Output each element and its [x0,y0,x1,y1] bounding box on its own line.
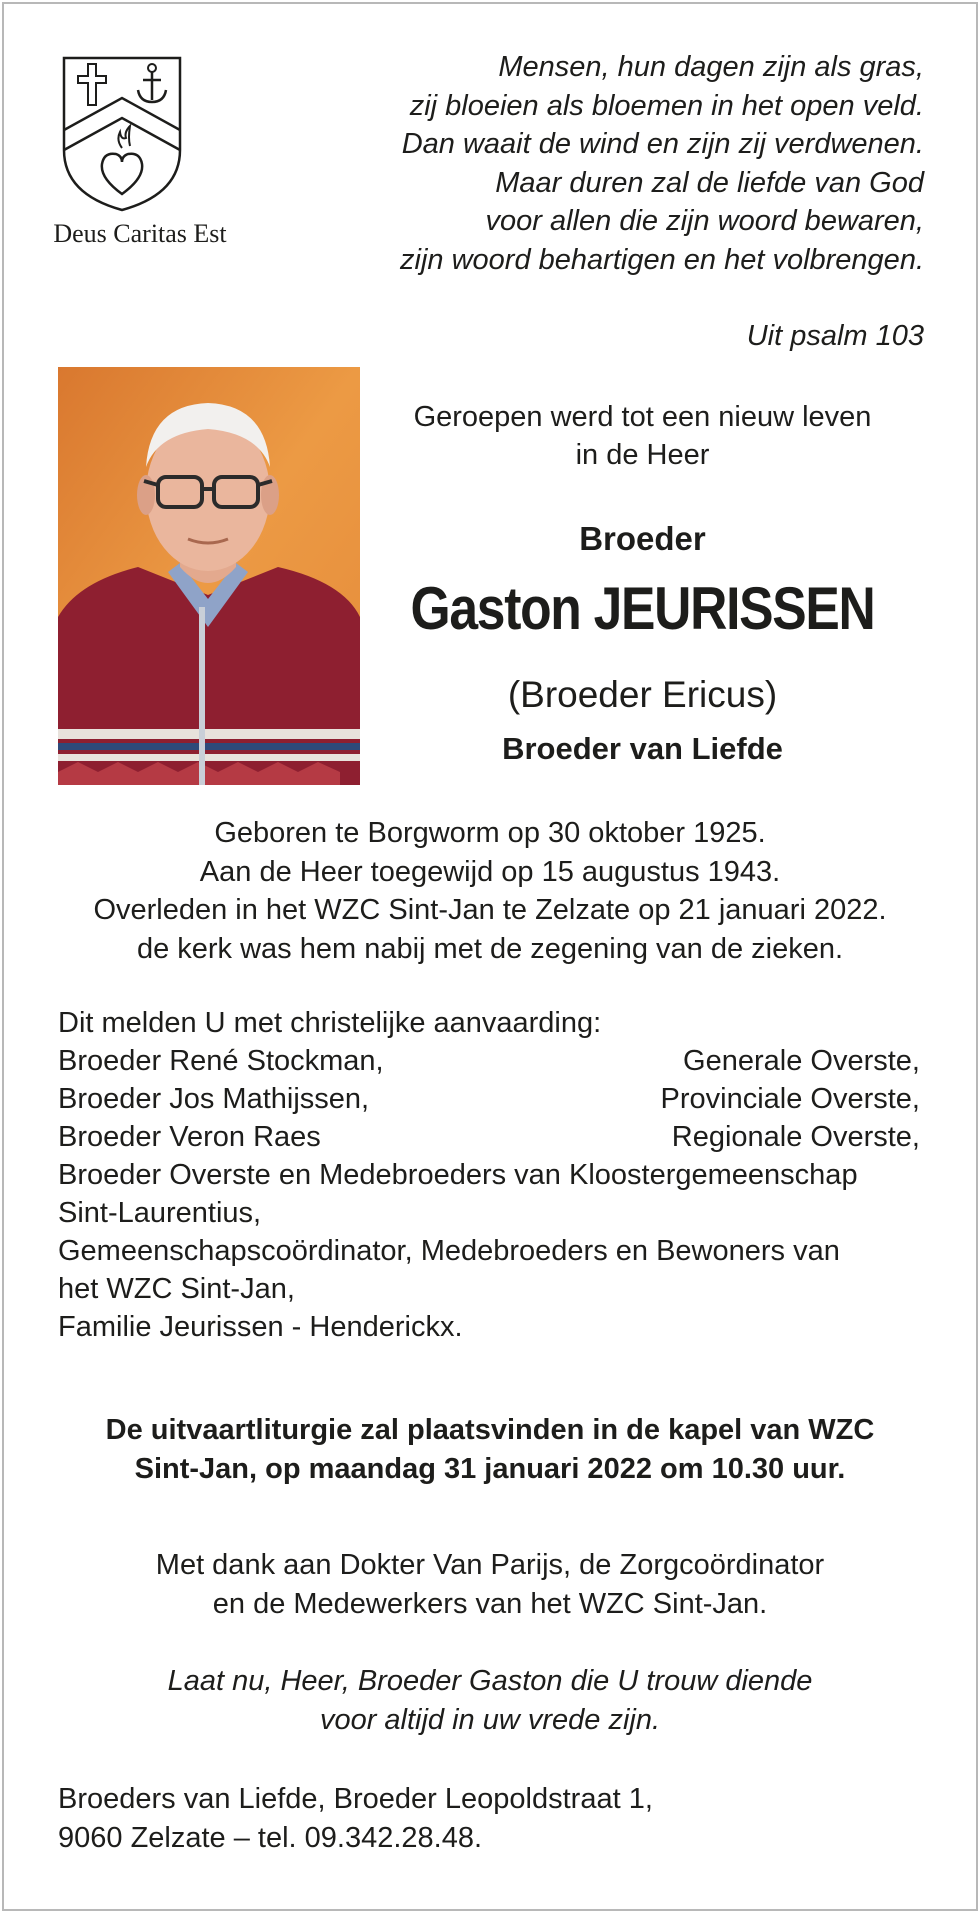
mourner-row [58,1118,920,1156]
poem-line: Dan waait de wind en zijn zij verdwenen. [401,128,924,160]
deceased-order: Broeder van Liefde [502,731,783,766]
mourner-role: Generale Overste, [683,1045,920,1077]
mourner-name: Broeder René Stockman, [58,1045,384,1077]
called-line: Geroepen werd tot een nieuw leven [413,401,872,433]
address-line: 9060 Zelzate – tel. 09.342.28.48. [58,1822,483,1854]
deceased-title: Broeder [579,520,706,557]
address-line: Broeders van Liefde, Broeder Leopoldstraat 1, [58,1783,653,1815]
mourner-role: Provinciale Overste, [660,1083,920,1115]
coat-of-arms-icon [60,54,184,214]
thanks-notice [40,1546,940,1624]
funeral-line: Sint-Jan, op maandag 31 januari 2022 om 10.30 uur. [134,1453,846,1485]
life-line: Geboren te Borgworm op 30 oktober 1925. [214,817,766,849]
poem-line: voor allen die zijn woord bewaren, [485,205,924,237]
prayer-line: Laat nu, Heer, Broeder Gaston die U trouw diende [167,1665,813,1697]
closing-prayer [40,1662,940,1740]
poem-line: Mensen, hun dagen zijn als gras, [498,51,924,83]
life-line: Aan de Heer toegewijd op 15 augustus 1943. [199,855,781,888]
thanks-line: Met dank aan Dokter Van Parijs, de Zorgcoördinator [155,1549,825,1581]
called-notice [370,398,915,474]
mourner-line: Gemeenschapscoördinator, Medebroeders en Bewoners van [58,1235,840,1267]
mourner-line: Familie Jeurissen - Henderickx. [58,1311,463,1343]
mourner-name: Broeder Veron Raes [58,1121,321,1153]
contact-address [58,1780,918,1858]
funeral-notice [40,1411,940,1489]
crest-motto: Deus Caritas Est [53,219,227,248]
called-line: in de Heer [575,439,710,471]
mourner-row [58,1042,920,1080]
portrait-photo [58,367,360,785]
thanks-line: en de Medewerkers van het WZC Sint-Jan. [212,1588,768,1620]
psalm-poem [284,48,924,279]
deceased-name: Gaston JEURISSEN [410,575,875,642]
life-line: Overleden in het WZC Sint-Jan te Zelzate op 21 januari 2022. [93,894,887,926]
mourner-row [58,1080,920,1118]
poem-line: zijn woord behartigen en het volbrengen. [400,243,924,276]
mourners-list [58,1004,920,1346]
mourner-line: het WZC Sint-Jan, [58,1273,295,1305]
mourner-role: Regionale Overste, [671,1121,920,1153]
mourner-name: Broeder Jos Mathijssen, [58,1083,370,1115]
mourner-line: Sint-Laurentius, [58,1197,262,1229]
poem-line: Maar duren zal de liefde van God [495,166,924,199]
mourners-intro: Dit melden U met christelijke aanvaarding: [58,1007,602,1039]
mourner-line: Broeder Overste en Medebroeders van Kloostergemeenschap [58,1159,858,1191]
life-line: de kerk was hem nabij met de zegening van de zieken. [136,932,844,965]
life-details [40,814,940,968]
funeral-line: De uitvaartliturgie zal plaatsvinden in de kapel van WZC [105,1414,875,1446]
poem-line: zij bloeien als bloemen in het open veld. [409,89,924,122]
prayer-line: voor altijd in uw vrede zijn. [319,1704,661,1736]
psalm-source: Uit psalm 103 [746,320,924,352]
deceased-religious-name: (Broeder Ericus) [507,674,778,715]
